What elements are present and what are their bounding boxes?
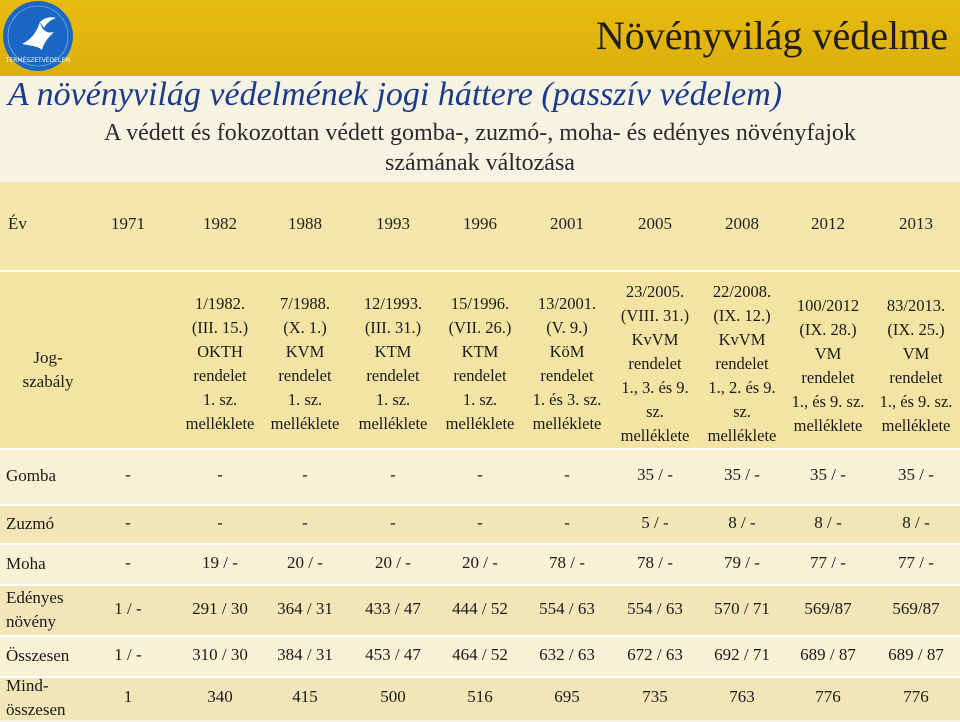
table-cell: 554 / 63 [627, 598, 683, 618]
logo-text: TERMÉSZETVÉDELEM [5, 57, 71, 64]
legal-row-label [8, 346, 88, 394]
legal-cell-line: (IX. 25.) [887, 320, 945, 339]
table-cell: 1 [123, 687, 133, 706]
table-cell: 1 / - [114, 644, 142, 664]
legal-cell-line: KvVM [631, 330, 679, 349]
legal-row-label-line2: szabály [22, 372, 74, 391]
legal-cell [262, 292, 348, 436]
legal-cell [699, 280, 785, 448]
legal-cell-line: 1. és 3. sz. [532, 390, 602, 409]
legal-cell-line: 1. sz. [202, 390, 238, 409]
table-cell: 695 [554, 687, 580, 706]
table-cell: - [217, 465, 223, 484]
row-divider [0, 448, 960, 450]
row-divider [0, 635, 960, 637]
legal-cell [873, 294, 959, 438]
year-cell: 1996 [463, 214, 497, 233]
table-cell: - [302, 465, 308, 484]
row-label-line: összesen [6, 700, 66, 719]
table-cell: 692 / 71 [714, 644, 770, 664]
table-cell: 569/87 [804, 598, 852, 618]
legal-cell-line: 83/2013. [886, 296, 946, 315]
legal-cell-line: KVM [285, 342, 325, 361]
table-cell: 689 / 87 [888, 644, 944, 664]
legal-cell-line: OKTH [197, 342, 243, 361]
legal-row-label-line1: Jog- [33, 348, 63, 367]
legal-cell-line: 100/2012 [796, 296, 860, 315]
table-cell: 291 / 30 [192, 598, 248, 618]
table-cell: 453 / 47 [365, 644, 421, 664]
year-cell: 1993 [376, 214, 410, 233]
table-cell: 444 / 52 [452, 598, 508, 618]
legal-cell-line: 7/1988. [280, 294, 330, 313]
legal-cell-line: (III. 15.) [191, 318, 249, 337]
table-cell: 78 / - [549, 552, 585, 572]
year-cell: 2013 [899, 214, 933, 233]
page-title: Növényvilág védelme [595, 13, 948, 58]
legal-cell-line: 1., 3. és 9. [621, 378, 689, 397]
table-cell: 79 / - [724, 552, 760, 572]
table-cell: 433 / 47 [365, 598, 421, 618]
table-cell: 464 / 52 [452, 644, 508, 664]
table-cell: 8 / - [814, 512, 842, 532]
legal-cell-line: rendelet [889, 368, 943, 387]
row-label [6, 674, 65, 722]
legal-cell-line: rendelet [628, 354, 682, 373]
table-heading [0, 118, 960, 178]
table-cell: 20 / - [462, 552, 498, 572]
legal-cell-line: 22/2008. [712, 282, 772, 301]
legal-cell-line: KvVM [718, 330, 766, 349]
legal-cell-line: melléklete [532, 414, 602, 433]
table-cell: - [302, 512, 308, 532]
row-label-line: Mind- [6, 676, 49, 695]
table-cell: 340 [207, 687, 233, 706]
legal-cell [524, 292, 610, 436]
legal-cell-line: rendelet [366, 366, 420, 385]
subtitle: A növényvilág védelmének jogi háttere (passzív védelem) [8, 76, 783, 113]
legal-cell [437, 292, 523, 436]
legal-cell-line: (IX. 12.) [713, 306, 771, 325]
table-cell: 689 / 87 [800, 644, 856, 664]
legal-cell-line: 12/1993. [363, 294, 423, 313]
table-heading-line1: A védett és fokozottan védett gomba-, zuzmó-, moha- és edényes növényfajok [104, 120, 856, 146]
legal-cell-line: 1., és 9. sz. [791, 392, 865, 411]
legal-cell-line: 1. sz. [375, 390, 411, 409]
year-cell: 2008 [725, 214, 759, 233]
table-cell: - [217, 512, 223, 532]
table-cell: 554 / 63 [539, 598, 595, 618]
table-cell: 632 / 63 [539, 644, 595, 664]
legal-cell-line: (IX. 28.) [799, 320, 857, 339]
row-divider [0, 676, 960, 678]
legal-cell-line: rendelet [715, 354, 769, 373]
legal-cell-line: KöM [549, 342, 585, 361]
legal-cell-line: melléklete [445, 414, 515, 433]
legal-cell [350, 292, 436, 436]
row-label: Zuzmó [6, 513, 55, 533]
legal-cell-line: sz. [733, 402, 751, 421]
table-cell: 8 / - [728, 512, 756, 532]
table-cell: - [390, 512, 396, 532]
legal-cell-line: rendelet [540, 366, 594, 385]
row-divider [0, 504, 960, 506]
table-cell: - [125, 552, 131, 572]
legal-cell-line: 23/2005. [625, 282, 685, 301]
table-cell: 77 / - [810, 552, 846, 572]
table-cell: 20 / - [287, 552, 323, 572]
table-cell: 364 / 31 [277, 598, 333, 618]
legal-cell-line: rendelet [278, 366, 332, 385]
legal-cell-line: (VIII. 31.) [620, 306, 690, 325]
row-divider [0, 543, 960, 545]
table-cell: 500 [380, 687, 406, 706]
legal-cell-line: 1. sz. [287, 390, 323, 409]
table-heading-line2: számának változása [385, 150, 575, 176]
table-cell: 35 / - [724, 465, 760, 484]
legal-cell [612, 280, 698, 448]
table-cell: - [564, 512, 570, 532]
row-label: Összesen [6, 645, 70, 665]
legal-cell [785, 294, 871, 438]
row-label-line: Edényes [6, 587, 64, 607]
table-cell: 672 / 63 [627, 644, 683, 664]
table-cell: - [125, 512, 131, 532]
row-label: Moha [6, 553, 46, 573]
table-cell: 8 / - [902, 512, 930, 532]
year-cell: 2005 [638, 214, 672, 233]
legal-cell-line: 15/1996. [450, 294, 510, 313]
year-cell: 1971 [111, 214, 145, 233]
legal-cell-line: melléklete [793, 416, 863, 435]
legal-cell-line: melléklete [707, 426, 777, 445]
table-cell: - [477, 512, 483, 532]
table-cell: 5 / - [641, 512, 669, 532]
table-cell: 35 / - [637, 465, 673, 484]
legal-cell-line: (V. 9.) [546, 318, 588, 337]
legal-cell-line: KTM [461, 342, 499, 361]
legal-cell-line: 1/1982. [195, 294, 245, 313]
table-cell: - [564, 465, 570, 484]
legal-cell [177, 292, 263, 436]
table-cell: 776 [815, 687, 841, 706]
table-cell: 569/87 [892, 598, 940, 618]
year-cell: 1988 [288, 214, 322, 233]
legal-cell-line: 1. sz. [462, 390, 498, 409]
row-label-line: növény [6, 611, 57, 631]
table-cell: 310 / 30 [192, 644, 248, 664]
legal-cell-line: (X. 1.) [283, 318, 327, 337]
table-cell: 735 [642, 687, 668, 706]
legal-cell-line: VM [902, 344, 930, 363]
legal-cell-line: rendelet [453, 366, 507, 385]
legal-cell-line: rendelet [801, 368, 855, 387]
row-divider [0, 270, 960, 272]
year-cell: 2012 [811, 214, 845, 233]
legal-cell-line: melléklete [185, 414, 255, 433]
row-divider [0, 584, 960, 586]
legal-cell-line: VM [814, 344, 842, 363]
legal-cell-line: melléklete [358, 414, 428, 433]
table-cell: 35 / - [898, 465, 934, 484]
table-cell: 570 / 71 [714, 598, 770, 618]
table-cell: - [390, 465, 396, 484]
table-cell: 19 / - [202, 552, 238, 572]
row-label: Gomba [6, 466, 57, 485]
year-cell: 2001 [550, 214, 584, 233]
table-cell: - [477, 465, 483, 484]
legal-cell-line: 13/2001. [537, 294, 597, 313]
legal-cell-line: 1., 2. és 9. [708, 378, 776, 397]
legal-cell-line: rendelet [193, 366, 247, 385]
legal-cell-line: KTM [374, 342, 412, 361]
year-label: Év [8, 214, 27, 233]
table-cell: 516 [467, 687, 493, 706]
termeszetvedelem-logo [2, 0, 74, 72]
legal-cell-line: melléklete [270, 414, 340, 433]
table-cell: 78 / - [637, 552, 673, 572]
table-cell: - [125, 465, 131, 484]
legal-cell-line: melléklete [620, 426, 690, 445]
table-cell: 20 / - [375, 552, 411, 572]
legal-cell-line: sz. [646, 402, 664, 421]
legal-cell-line: melléklete [881, 416, 951, 435]
legal-cell-line: (III. 31.) [364, 318, 422, 337]
table-cell: 384 / 31 [277, 644, 333, 664]
row-label [6, 586, 64, 634]
table-cell: 77 / - [898, 552, 934, 572]
table-cell: 1 / - [114, 598, 142, 618]
table-cell: 776 [903, 687, 929, 706]
legal-cell-line: 1., és 9. sz. [879, 392, 953, 411]
table-cell: 415 [292, 687, 318, 706]
table-cell: 35 / - [810, 465, 846, 484]
legal-cell-line: (VII. 26.) [448, 318, 512, 337]
table-cell: 763 [729, 687, 755, 706]
year-cell: 1982 [203, 214, 237, 233]
